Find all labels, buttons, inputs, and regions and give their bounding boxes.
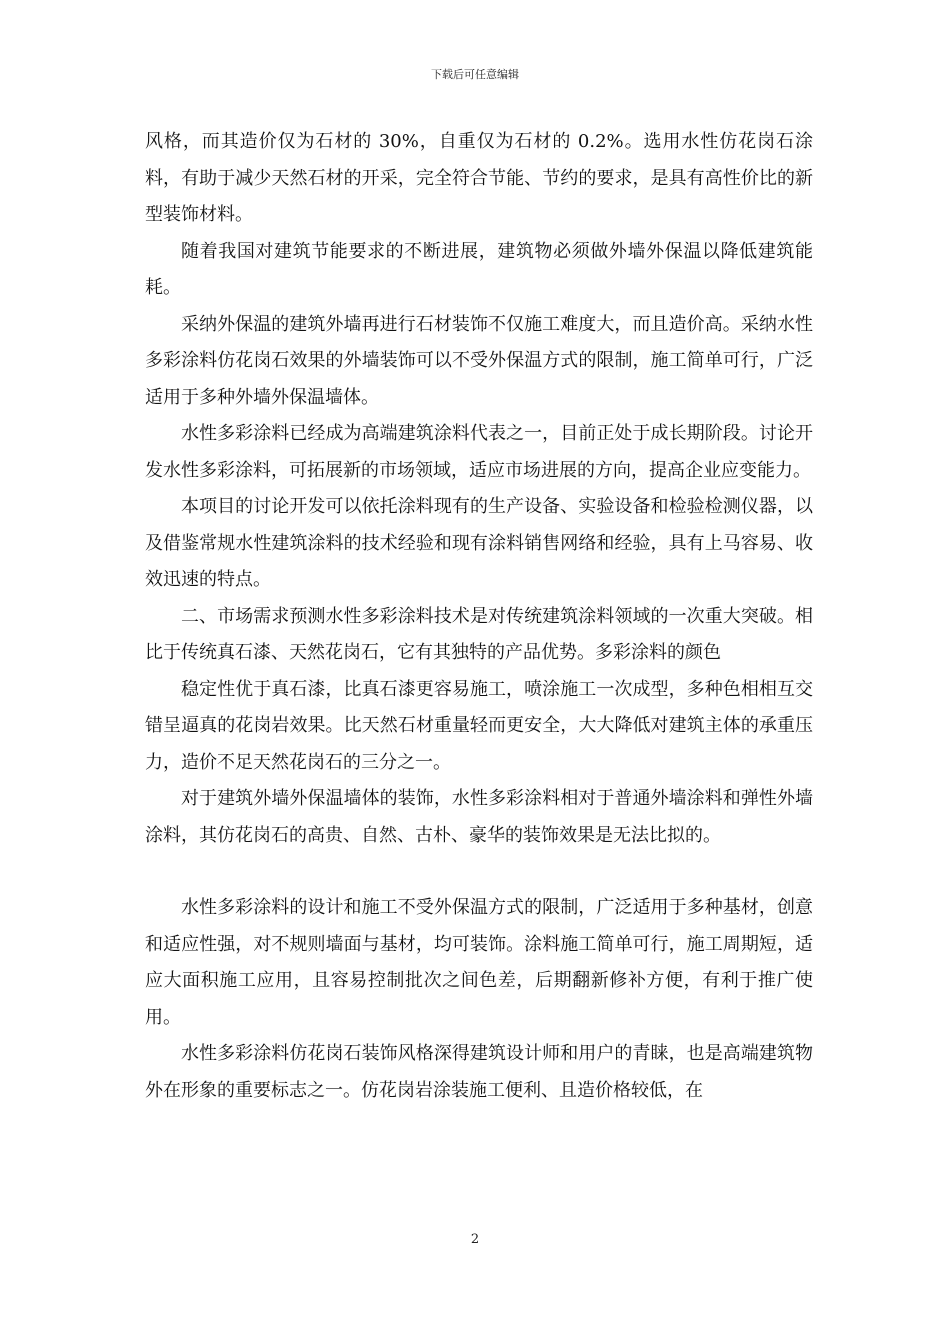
paragraph-10: 水性多彩涂料仿花岗石装饰风格深得建筑设计师和用户的青睐，也是高端建筑物外在形象的重要标志之一。仿花岗岩涂装施工便利、且造价格较低，在 — [145, 1043, 813, 1101]
paragraph-4: 水性多彩涂料已经成为高端建筑涂料代表之一，目前正处于成长期阶段。讨论开发水性多彩涂料，可拓展新的市场领域，适应市场进展的方向，提高企业应变能力。 — [145, 423, 813, 481]
paragraph-3: 采纳外保温的建筑外墙再进行石材装饰不仅施工难度大，而且造价高。采纳水性多彩涂料仿花岗石效果的外墙装饰可以不受外保温方式的限制，施工简单可行，广泛适用于多种外墙外保温墙体。 — [145, 313, 813, 408]
paragraph-1: 风格，而其造价仅为石材的 30%，自重仅为石材的 0.2%。选用水性仿花岗石涂料，有助于减少天然石材的开采，完全符合节能、节约的要求，是具有高性价比的新型装饰材料。 — [145, 131, 813, 225]
document-body — [145, 124, 813, 1109]
paragraph-2: 随着我国对建筑节能要求的不断进展，建筑物必须做外墙外保温以降低建筑能耗。 — [145, 240, 813, 298]
paragraph-5: 本项目的讨论开发可以依托涂料现有的生产设备、实验设备和检验检测仪器，以及借鉴常规水性建筑涂料的技术经验和现有涂料销售网络和经验，具有上马容易、收效迅速的特点。 — [145, 496, 813, 590]
page-number: 2 — [470, 1232, 480, 1247]
paragraph-8: 对于建筑外墙外保温墙体的装饰，水性多彩涂料相对于普通外墙涂料和弹性外墙涂料，其仿花岗石的高贵、自然、古朴、豪华的装饰效果是无法比拟的。 — [145, 788, 813, 846]
paragraph-9: 水性多彩涂料的设计和施工不受外保温方式的限制，广泛适用于多种基材，创意和适应性强，对不规则墙面与基材，均可装饰。涂料施工简单可行，施工周期短，适应大面积施工应用，且容易控制批次之间色差，后期翻新修补方便，有利于推广使用。 — [145, 897, 813, 1028]
page-header: 下载后可任意编辑 — [431, 68, 519, 81]
paragraph-7: 稳定性优于真石漆，比真石漆更容易施工，喷涂施工一次成型，多种色相相互交错呈逼真的花岗岩效果。比天然石材重量轻而更安全，大大降低对建筑主体的承重压力，造价不足天然花岗石的三分之一。 — [145, 678, 813, 773]
paragraph-6: 二、市场需求预测水性多彩涂料技术是对传统建筑涂料领域的一次重大突破。相比于传统真石漆、天然花岗石，它有其独特的产品优势。多彩涂料的颜色 — [145, 605, 813, 663]
